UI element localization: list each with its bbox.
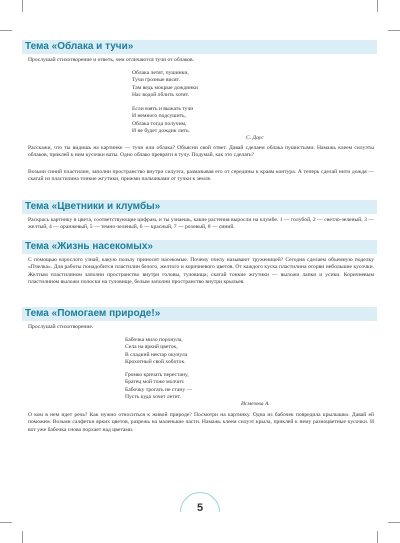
poem-line: Села на яркий цветок, [125, 344, 178, 351]
poem-line: Бабочка мило порхнула, [125, 337, 183, 343]
poem-line: Крохотный свой хоботок. [125, 359, 186, 366]
poem-line: И немного подсушить, [132, 113, 186, 120]
poem-line: Тучи грозные висят. [132, 77, 180, 84]
section-intro: Прослушай стихотворение. [28, 324, 94, 330]
page-number: 5 [196, 502, 204, 514]
poem-author: Исмезова А. [241, 401, 270, 407]
section-intro: Прослушай стихотворение и ответь, чем отличаются тучи от облаков. [28, 57, 195, 63]
poem-line: Там ведь мокрые дождинки [132, 84, 198, 91]
section-heading-helping-nature: Тема «Помогаем природе!» [22, 307, 377, 321]
page-number-badge [180, 492, 220, 518]
crop-mark [22, 0, 23, 12]
crop-mark [377, 0, 378, 12]
section-heading-flowerbeds: Тема «Цветники и клумбы» [22, 200, 377, 214]
poem-author: С. Даус [246, 135, 264, 141]
poem-line: Облака тогда получим, [132, 120, 187, 127]
poem-stanza [132, 70, 198, 100]
crop-mark [388, 30, 400, 31]
paragraph: Возьми синий пластилин, заполни пространство внутри силуэта, размазывая его от середины к краям контура. А теперь сделай нити дождя — скатай из пластилина тонкие жгутики, прижми пальчиками от тучки к земле. [28, 169, 374, 183]
crop-mark [0, 30, 12, 31]
section-heading-clouds: Тема «Облака и тучи» [22, 40, 377, 54]
paragraph: Раскрась картинку в цвета, соответствующие цифрам, и ты узнаешь, какие растения выросли на клумбе. 1 — голубой, 2 — светло-зеленый, 3 — желтый, 4 — оранжевый, 5 — темно-зеленый, 6 — красный, 7 — розовый, 8 — синий. [28, 217, 374, 231]
poem-line: Братец мой тоже молчит. [125, 379, 185, 386]
poem-stanza [125, 372, 192, 402]
paragraph: Расскажи, что ты видишь на картинке — тучи или облака? Объясни свой ответ. Давай сделаем облака пушистыми. Намажь клеем силуэты облаков, приклей к ним кусочки ваты. Одно облако преврати в тучу. Подумай, как это сделать? [28, 145, 374, 159]
poem-line: Облака летят, пушинки, [132, 70, 189, 76]
poem-stanza [125, 337, 187, 367]
paragraph: О ком в нем идет речь? Как нужно относиться к живой природе? Посмотри на картинку. Одна из бабочек повредила крылышко. Давай ей поможем. Возьми салфетки ярких цветов, разрежь на маленькие части. Намажь клеем силуэт крыла, приклей к нему разноцветные кусочки. И вот уже бабочка снова порхает над цветами. [28, 412, 374, 433]
poem-stanza [132, 106, 193, 136]
paragraph: С помощью взрослого узнай, какую пользу приносят насекомые. Почему пчелу называют труженицей? Сегодня сделаем объемную поделку «Пчелка». Для работы понадобится пластилин белого, желтого и коричневого цветов. От каждого куска пластилина оторви небольшие кусочки. Желтым пластилином заполни пространство внутри головы, туловища; скатай тонкие жгутики — выложи лапки и усики. Коричневым пластилином выложи полоски на туловище, белым заполни пространство внутри крыльев. [28, 257, 374, 286]
poem-line: Нас водой облить хотят. [132, 92, 190, 99]
crop-mark [388, 522, 400, 523]
crop-mark [0, 522, 12, 523]
poem-line: Громко кричать перестану, [125, 372, 189, 378]
section-heading-insects: Тема «Жизнь насекомых» [22, 240, 377, 254]
crop-mark [22, 531, 23, 543]
poem-line: Если взять и выжать тучи [132, 106, 194, 112]
poem-line: В сладкий нектар окунула [125, 351, 188, 358]
page [22, 30, 377, 522]
poem-line: И не будет дождик лить. [132, 128, 191, 135]
poem-line: Пусть куда хочет летит. [125, 394, 182, 401]
poem-line: Бабочку трогать не стану — [125, 386, 193, 393]
crop-mark [377, 531, 378, 543]
